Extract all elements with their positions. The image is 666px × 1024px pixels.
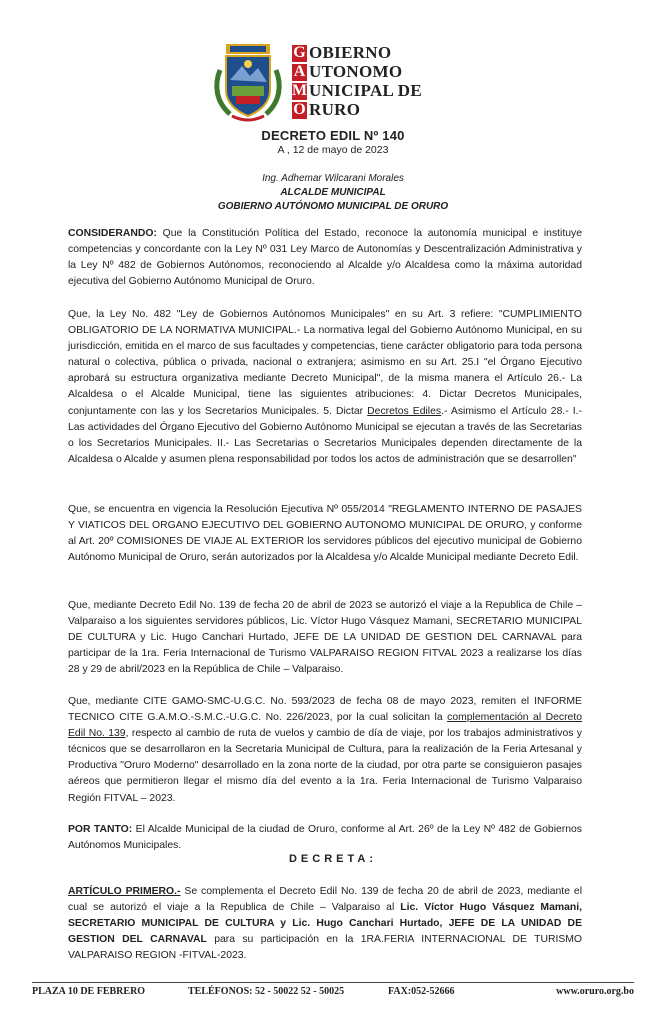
footer-address: PLAZA 10 DE FEBRERO [32,986,146,997]
paragraph-text: Que, se encuentra en vigencia la Resolución Ejecutiva Nº 055/2014 "REGLAMENTO INTERNO DE PASAJES Y VIATICOS DEL ORGANO EJECUTIVO DEL GOBIERNO AUTONOMO MUNICIPAL DE ORURO, y conforme al Art. 20º COMISIONES DE VIAJE AL EXTERIOR los servidores públicos del ejecutivo municipal de Gobierno Autónomo Municipal de Oruro, serán autorizados por la Alcaldesa y/o Alcalde Municipal mediante Decreto Edil. [68,504,582,564]
paragraph-label: CONSIDERANDO: [68,228,157,239]
decree-date: A , 12 de mayo de 2023 [277,144,389,156]
logo-initial: O [293,101,306,118]
coat-of-arms-icon [212,40,284,124]
footer-website: www.oruro.org.bo [556,986,634,997]
underlined-text: complementación al Decreto Edil No. 139 [68,712,582,740]
por-tanto-paragraph [68,822,582,854]
article-label: ARTÍCULO PRIMERO.- [68,886,181,897]
underlined-text: Decretos Ediles [367,405,442,417]
logo-initial: A [293,63,306,80]
logo-initial: G [293,44,306,61]
bold-text: Lic. Víctor Hugo Vásquez Mamani, SECRETARIO MUNICIPAL DE CULTURA y Lic. Hugo Canchari Hurtado, JEFE DE LA UNIDAD DE GESTION DEL CARNAVAL [68,902,582,946]
paragraph-text: El Alcalde Municipal de la ciudad de Oruro, conforme al Art. 26º de la Ley Nº 482 de Gobiernos Autónomos Municipales. [68,824,583,852]
articulo-primero-paragraph [68,884,582,964]
signer-title: ALCALDE MUNICIPAL [280,187,386,198]
resolution-paragraph [68,502,582,566]
decreta-heading: DECRETA: [288,853,377,865]
logo-line [292,101,454,119]
decree-title: DECRETO EDIL Nº 140 [261,128,405,143]
logo-line [292,82,454,100]
considerando-paragraph [68,226,582,290]
logo-line [292,44,454,62]
logo-wordmark [292,44,454,120]
logo-word: RURO [309,100,361,119]
paragraph-text: para su participación en la 1RA.FERIA INTERNACIONAL DE TURISMO VALPARAISO REGION -FITVAL-2023. [68,934,583,962]
logo-line [292,63,454,81]
decree-139-paragraph [68,598,582,678]
law-482-paragraph [68,307,582,468]
signer-organization: GOBIERNO AUTÓNOMO MUNICIPAL DE ORURO [217,201,449,212]
signer-name: Ing. Adhemar Wilcarani Morales [262,173,404,184]
footer [32,986,634,1000]
logo-word: UTONOMO [309,62,403,81]
logo-word: OBIERNO [309,43,392,62]
paragraph-text: Se complementa el Decreto Edil No. 139 de fecha 20 de abril de 2023, mediante el cual se autorizó el viaje a la Republica de Chile – Valparaiso al [68,886,582,914]
cite-paragraph [68,694,582,807]
footer-fax: FAX:052-52666 [388,986,455,997]
logo-initial: M [291,82,308,99]
footer-divider [32,982,634,983]
letterhead [212,40,452,124]
paragraph-label: POR TANTO: [68,824,133,835]
paragraph-text: Que la Constitución Política del Estado, reconoce la autonomía municipal e instituye competencias y concordante con la Ley Nº 031 Ley Marco de Autonomías y Descentralización Administrativa y la Ley Nº 482 de Gobiernos Autónomos, reconociendo al Alcalde y/o Alcaldesa como la máxima autoridad ejecutiva del Gobierno Autónomo Municipal de Oruro. [68,228,582,288]
paragraph-text: Que, la Ley No. 482 "Ley de Gobiernos Autónomos Municipales" en su Art. 3 refiere: "CUMPLIMIENTO OBLIGATORIO DE LA NORMATIVA MUNICIPAL.- La normativa legal del Gobierno Autónomo Municipal, en su jurisdicción, emitida en el marco de sus facultades y competencias, tiene carácter obligatorio para toda persona natural o colectiva, pública o privada, nacional o extranjera; asimismo en su Art. 25.I "el Órgano Ejecutivo aprobará su estructura organizativa mediante Decreto Municipal", de la misma manera el Artículo 26.- La Alcaldesa o el Alcalde Municipal, tiene las siguientes atribuciones: 4. Dictar Decretos Municipales, conjuntamente con las y los Secretarios Municipales. 5. Dictar [68,309,582,417]
paragraph-text: Que, mediante CITE GAMO-SMC-U.G.C. No. 593/2023 de fecha 08 de mayo 2023, remiten el INFORME TECNICO CITE G.A.M.O.-S.M.C.-U.G.C. No. 226/2023, por la cual solicitan la [68,696,582,724]
paragraph-text: .- Asimismo el Artículo 28.- I.- Las actividades del Órgano Ejecutivo del Gobierno Autónomo Municipal se ejecutan a través de las Secretarias o los Secretarios Municipales. II.- Las Secretarias o Secretarios Municipales dependen directamente de la Alcaldesa o Alcalde y asumen plena responsabilidad por todos los actos de administración que se desarrollen" [68,405,582,465]
paragraph-text: , respecto al cambio de ruta de vuelos y cambio de día de viaje, por los trabajos administrativos y técnicos que se desarrollaron en la Secretaria Municipal de Cultura, para la realización de la Feria Artesanal y Productiva "Oruro Moderno" desarrollado en la zona norte de la ciudad, por otra parte se consiguieron pasajes aéreos que permitieron llegar el mismo día del evento a la 1ra. Feria Internacional de Turismo Valparaiso Región FITVAL – 2023. [68,728,583,804]
footer-phones: TELÉFONOS: 52 - 50022 52 - 50025 [188,986,345,997]
logo-word: UNICIPAL DE [309,81,423,100]
paragraph-text: Que, mediante Decreto Edil No. 139 de fecha 20 de abril de 2023 se autorizó el viaje a la Republica de Chile – Valparaiso a los siguientes servidores públicos, Lic. Víctor Hugo Vásquez Mamani, SECRETARIO MUNICIPAL DE CULTURA y Lic. Hugo Canchari Hurtado, JEFE DE LA UNIDAD DE GESTION DEL CARNAVAL para participar de la 1ra. Feria Internacional de Turismo VALPARAISO REGION FITVAL 2023 a realizarse los días 28 y 29 de abril/2023 en la República de Chile – Valparaiso. [68,600,582,676]
